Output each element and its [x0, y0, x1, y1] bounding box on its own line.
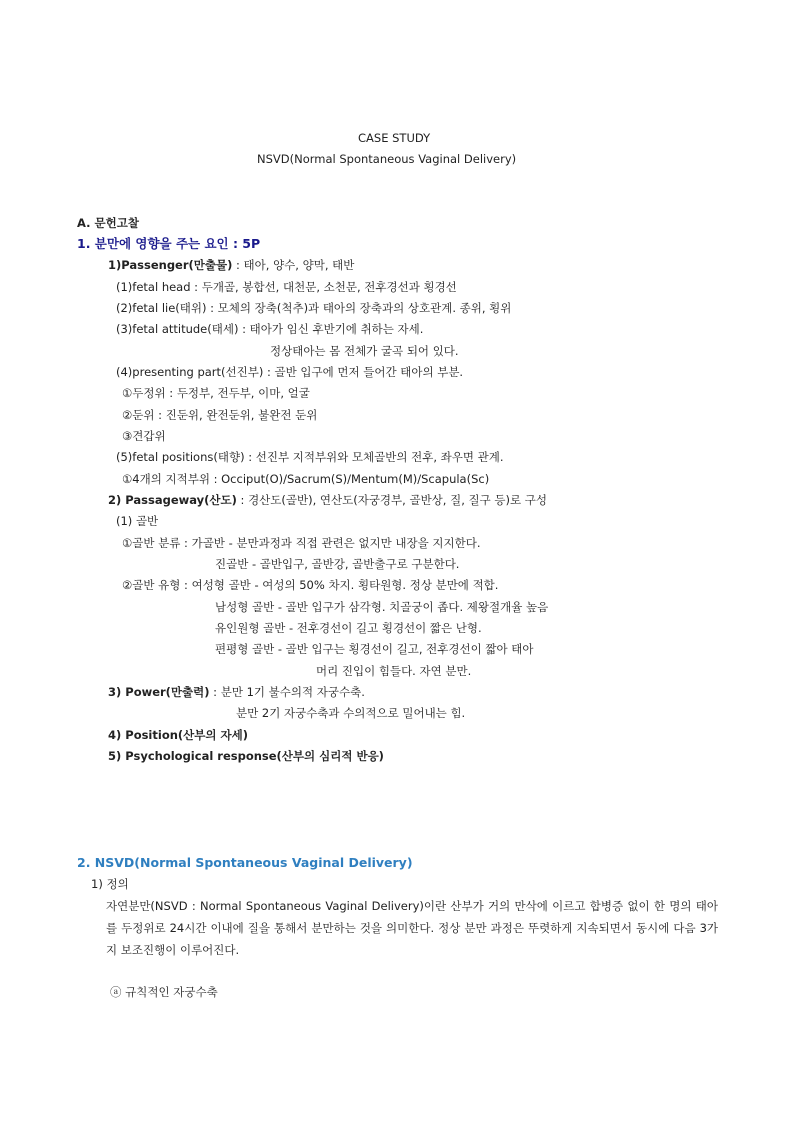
p2-line: ②골반 유형 : 여성형 골반 - 여성의 50% 차지. 횡타원형. 정상 분만에 적합.	[122, 578, 499, 592]
power-text: : 분만 1기 불수의적 자궁수축.	[209, 685, 365, 699]
passageway-label: 2) Passageway(산도)	[108, 493, 237, 507]
power-cont: 분만 2기 자궁수축과 수의적으로 밀어내는 힘.	[236, 706, 466, 720]
passageway-line	[108, 495, 547, 507]
p1-line: (1)fetal head : 두개골, 봉합선, 대천문, 소천문, 전후경선과 횡경선	[116, 280, 457, 294]
section-a-heading: A. 문헌고찰	[77, 216, 139, 230]
definition-paragraph: 자연분만(NSVD : Normal Spontaneous Vaginal Delivery)이란 산부가 거의 만삭에 이르고 합병증 없이 한 명의 태아를 두정위로 24시간 이내에 질을 통해서 분만하는 것을 의미한다. 정상 분만 과정은 뚜렷하게 지속되면서 동시에 다음 3가지 보조진행이 이루어진다.	[106, 899, 718, 957]
p1-line: ③견갑위	[122, 429, 166, 443]
p2-line: 편평형 골반 - 골반 입구는 횡경선이 길고, 전후경선이 짧아 태아	[215, 642, 534, 656]
p2-line: 진골반 - 골반입구, 골반강, 골반출구로 구분한다.	[215, 557, 460, 571]
position-line: 4) Position(산부의 자세)	[108, 728, 248, 742]
item2-heading: 2. NSVD(Normal Spontaneous Vaginal Delivery)	[77, 855, 413, 870]
p1-line: 정상태아는 몸 전체가 굴곡 되어 있다.	[270, 344, 459, 358]
item1-heading: 1. 분만에 영향을 주는 요인 : 5P	[77, 236, 261, 251]
doc-subtitle: NSVD(Normal Spontaneous Vaginal Delivery)	[257, 152, 517, 166]
p2-line: (1) 골반	[116, 514, 159, 528]
p1-line: (4)presenting part(선진부) : 골반 입구에 먼저 들어간 태아의 부분.	[116, 365, 464, 379]
definition-subheading: 1) 정의	[91, 877, 129, 891]
power-label: 3) Power(만출력)	[108, 685, 210, 699]
p1-line: (5)fetal positions(태향) : 선진부 지적부위와 모체골반의 전후, 좌우면 관계.	[116, 450, 504, 464]
p2-line: 머리 진입이 힘들다. 자연 분만.	[316, 664, 472, 678]
p2-line: ①골반 분류 : 가골반 - 분만과정과 직접 관련은 없지만 내장을 지지한다.	[122, 536, 481, 550]
p2-line: 유인원형 골반 - 전후경선이 길고 횡경선이 짧은 난형.	[215, 621, 482, 635]
p1-line: ①두정위 : 두정부, 전두부, 이마, 얼굴	[122, 386, 310, 400]
passenger-line	[108, 260, 354, 272]
passageway-text: : 경산도(골반), 연산도(자궁경부, 골반상, 질, 질구 등)로 구성	[236, 493, 547, 507]
doc-title: CASE STUDY	[358, 131, 431, 145]
passenger-label: 1)Passenger(만출물)	[108, 258, 233, 272]
p1-line: (2)fetal lie(태위) : 모체의 장축(척추)과 태아의 장축과의 상호관계. 종위, 횡위	[116, 301, 512, 315]
item-a: ⓐ 규칙적인 자궁수축	[110, 985, 218, 999]
p1-line: ①4개의 지적부위 : Occiput(O)/Sacrum(S)/Mentum(M)/Scapula(Sc)	[122, 472, 490, 486]
p1-line: (3)fetal attitude(태세) : 태아가 임신 후반기에 취하는 자세.	[116, 322, 424, 336]
psych-line: 5) Psychological response(산부의 심리적 반응)	[108, 749, 384, 763]
passenger-text: : 태아, 양수, 양막, 태반	[232, 258, 355, 272]
p1-line: ②둔위 : 진둔위, 완전둔위, 불완전 둔위	[122, 408, 318, 422]
p2-line: 남성형 골반 - 골반 입구가 삼각형. 치골궁이 좁다. 제왕절개율 높음	[215, 600, 549, 614]
power-line	[108, 687, 365, 699]
